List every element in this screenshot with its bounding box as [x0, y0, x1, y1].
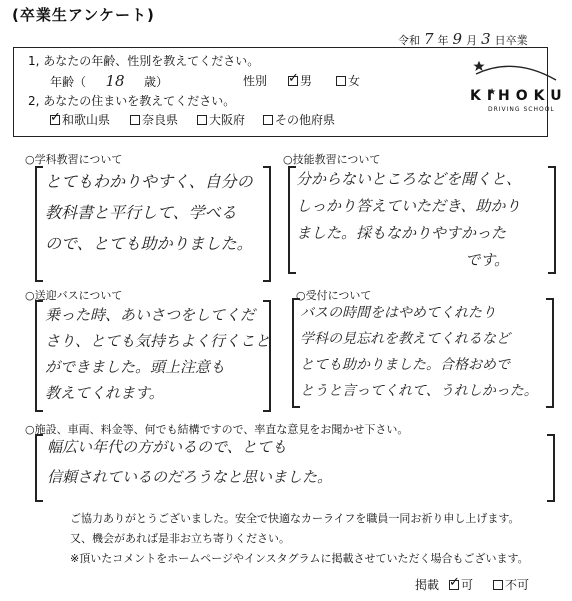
gender-option-male[interactable]: [288, 72, 312, 89]
residence-osaka-label: 大阪府: [209, 113, 246, 127]
date-year[interactable]: 7: [424, 30, 434, 48]
gender-option-female[interactable]: [336, 72, 360, 89]
logo-subtitle: DRIVING SCHOOL: [488, 106, 555, 113]
section-label-bus: ○送迎バスについて: [25, 289, 123, 302]
age-unit: 歳）: [144, 74, 169, 89]
residence-other-label: その他府県: [275, 113, 336, 127]
date-year-unit: 年: [437, 34, 449, 47]
answer-line: ました。採もなかりやすかった: [296, 224, 507, 242]
answer-line: 教科書と平行して、学べる: [45, 203, 237, 222]
answer-box-technical[interactable]: [288, 166, 556, 274]
age-label: 年齢（: [50, 74, 87, 89]
residence-option-wakayama[interactable]: [50, 111, 110, 128]
residence-option-osaka[interactable]: [197, 111, 245, 128]
age-value[interactable]: 18: [105, 72, 125, 90]
gender-label: 性別: [243, 74, 268, 88]
date-day[interactable]: 3: [481, 30, 491, 48]
gender-male-label: 男: [300, 74, 313, 88]
answer-box-classroom[interactable]: [35, 166, 271, 282]
answer-line: 学科の見忘れを教えてくれるなど: [300, 331, 510, 347]
publish-option-no[interactable]: [493, 576, 529, 593]
publish-yes-label: 可: [461, 578, 474, 592]
publish-no-label: 不可: [505, 578, 530, 592]
residence-option-nara[interactable]: [130, 111, 178, 128]
publish-option-yes[interactable]: [449, 576, 473, 593]
answer-box-reception[interactable]: [292, 298, 554, 408]
date-month-unit: 月: [466, 34, 478, 47]
publish-consent: [415, 576, 529, 593]
answer-line: とても助かりました。合格おめで: [300, 357, 510, 373]
answer-line: さり、とても気持ちよく行くこと: [45, 332, 271, 350]
residence-wakayama-label: 和歌山県: [62, 113, 111, 127]
answer-line: 幅広い年代の方がいるので、とても: [47, 438, 287, 456]
section-label-reception: ○受付について: [296, 289, 372, 302]
residence-osaka-checkbox[interactable]: [197, 115, 207, 125]
residence-other-checkbox[interactable]: [263, 115, 273, 125]
residence-wakayama-checkbox[interactable]: [50, 115, 60, 125]
logo-name: KIHOKU: [470, 88, 568, 104]
footer-notice: ※頂いたコメントをホームページやインスタグラムに掲載させていただく場合もございます。: [70, 552, 529, 565]
graduation-date: [398, 30, 528, 48]
residence-nara-checkbox[interactable]: [130, 115, 140, 125]
footer-thanks: ご協力ありがとうございました。安全で快適なカーライフを職員一同お祈り申し上げます。: [70, 512, 520, 525]
residence-option-other[interactable]: [263, 111, 335, 128]
section-label-technical: ○技能教習について: [283, 153, 381, 166]
section-label-classroom: ○学科教習について: [25, 153, 123, 166]
answer-line: とうと言ってくれて、うれしかった。: [300, 383, 538, 399]
publish-yes-checkbox[interactable]: [449, 580, 459, 590]
answer-box-facilities[interactable]: [35, 434, 555, 502]
answer-line: 教えてくれます。: [45, 384, 164, 402]
publish-no-checkbox[interactable]: [493, 580, 503, 590]
publish-label: 掲載: [415, 578, 440, 592]
answer-line: です。: [465, 251, 510, 269]
answer-box-bus[interactable]: [35, 300, 271, 412]
age-row: [50, 72, 168, 90]
answer-line: しっかり答えていただき、助かり: [296, 197, 521, 215]
date-day-unit: 日卒業: [494, 34, 528, 47]
gender-male-checkbox[interactable]: [288, 76, 298, 86]
question-residence: 2, あなたの住まいを教えてください。: [28, 94, 236, 108]
residence-nara-label: 奈良県: [142, 113, 179, 127]
answer-line: ので、とても助かりました。: [45, 234, 253, 253]
survey-title: (卒業生アンケート): [12, 6, 155, 24]
answer-line: 信頼されているのだろうなと思いました。: [47, 468, 333, 486]
gender-female-label: 女: [348, 74, 361, 88]
answer-line: ができました。頭上注意も: [45, 358, 226, 376]
answer-line: とてもわかりやすく、自分の: [45, 172, 253, 191]
answer-line: バスの時間をはやめてくれたり: [300, 305, 496, 321]
footer-visit: 又、機会があれば是非お立ち寄りください。: [70, 532, 290, 545]
date-month[interactable]: 9: [452, 30, 463, 48]
question-age-gender: 1, あなたの年齢、性別を教えてください。: [28, 54, 260, 68]
date-era: 令和: [398, 34, 420, 47]
gender-female-checkbox[interactable]: [336, 76, 346, 86]
section-label-facilities: ○施設、車両、料金等、何でも結構ですので、率直な意見をお聞かせ下さい。: [25, 423, 409, 436]
answer-line: 乗った時、あいさつをしてくだ: [45, 306, 256, 324]
answer-line: 分からないところなどを聞くと、: [296, 170, 522, 188]
